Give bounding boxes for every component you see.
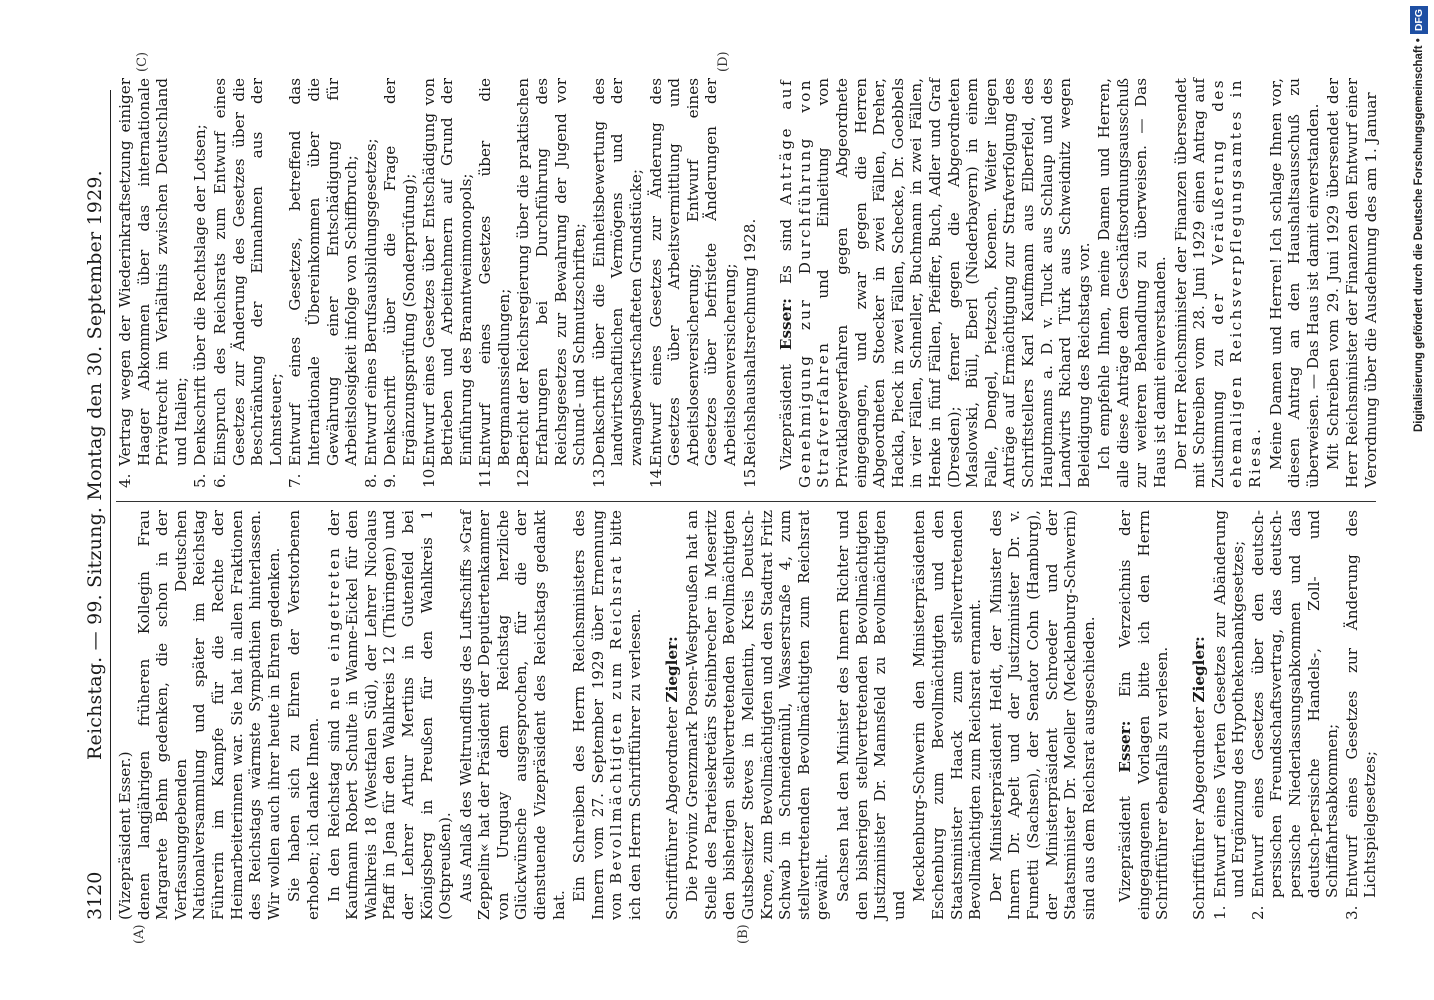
- paragraph: Ich empfehle Ihnen, meine Damen und Herren, alle diese Anträge dem Geschäftsordnungsausschuß zur weiteren Behandlung zu überweisen. — Das Haus ist damit einverstanden.: [1095, 78, 1170, 488]
- text-run: Vizepräsident: [777, 350, 796, 470]
- list-item: [1249, 510, 1342, 920]
- item-number: 15.: [740, 463, 759, 488]
- item-text: Denkschrift über die Rechtslage der Lotsen;: [191, 124, 210, 466]
- item-text: Einspruch des Reichsrats zum Entwurf eines Gesetzes zur Änderung des Gesetzes über die Beschränkung der Einnahmen aus der Lohnsteuer;: [210, 78, 285, 466]
- speaker-line: [663, 510, 682, 920]
- spaced-emphasis: neu eingetreten: [324, 545, 343, 710]
- list-item: [476, 78, 513, 488]
- list-item: [191, 78, 210, 488]
- right-column: [116, 78, 1382, 488]
- item-number: 13.: [589, 463, 608, 488]
- item-text: Entwurf eines Gesetzes zur Änderung des Lichtspielgesetzes;: [1342, 510, 1380, 898]
- list-item: [741, 78, 760, 488]
- list-item: [590, 78, 646, 488]
- speaker-line: [1190, 510, 1209, 920]
- column-divider: [116, 501, 1376, 502]
- list-item: [362, 78, 381, 488]
- item-text: Vertrag wegen der Wiederinkraftsetzung einiger Haager Abkommen über das internationale Privatrecht im Verhältnis zwischen Deutschland und Italien;: [116, 78, 190, 466]
- paragraph: Sachsen hat den Minister des Innern Richter und den bisherigen stellvertretenden Bevollmächtigten Justizminister Dr. Mannsfeld zu Bevollmächtigten und: [833, 510, 908, 920]
- spaced-emphasis: der Veräußerung des ehemaligen Reichsverpflegungsamtes in Riesa: [1208, 78, 1265, 488]
- item-text: Entwurf eines Berufsausbildungsgesetzes;: [361, 138, 380, 466]
- paragraph: Die Provinz Grenzmark Posen-Westpreußen hat an Stelle des Parteisekretärs Steinbrecher in Meseritz den bisherigen stellvertretenden Bevollmächtigten Gutsbesitzer Steves in Mellentin, Kreis Deutsch-Krone, zum Bevollmächtigten und den Stadtrat Fritz Schwab in Schneidemühl, Wasserstraße 4, zum stellvertretenden Bevollmächtigten zum Reichsrat gewählt.: [683, 510, 832, 920]
- item-text: Bericht der Reichsregierung über die praktischen Erfahrungen bei Durchführung des Reichsgesetzes zur Bewahrung der Jugend vor Schund- und Schmutzschriften;: [514, 78, 589, 466]
- speaker-caption: (Vizepräsident Esser.): [116, 751, 134, 920]
- paragraph: Mecklenburg-Schwerin den Ministerpräsidenten Eschenburg zum Bevollmächtigten und den Staatsminister Haack zum stellvertretenden Bevollmächtigten zum Reichsrat ernannt.: [910, 510, 985, 920]
- item-number: 10.: [419, 463, 438, 488]
- text-run: Vizepräsident: [1116, 772, 1135, 902]
- item-text: Entwurf eines Gesetzes über Entschädigung von Betrieben und Arbeitnehmern auf Grund der Einführung des Branntweinmonopols;: [419, 78, 475, 466]
- digitization-credit: [1410, 6, 1430, 996]
- item-text: Entwurf eines Gesetzes zur Änderung des Gesetzes über Arbeitsvermittlung und Arbeitslosenversicherung; Entwurf eines Gesetzes über befristete Änderungen der Arbeitslosenversicherung;: [646, 78, 739, 466]
- paragraph: [325, 510, 455, 920]
- paragraph: [1172, 78, 1265, 488]
- text-run: Ein Schreiben des Herrn Reichsministers des Innern vom 27. September 1929 über Ernennung von: [570, 510, 626, 920]
- page-number: 3120: [84, 871, 106, 920]
- page-header: [84, 90, 111, 920]
- bill-list: [116, 78, 759, 488]
- margin-mark-b: (B): [736, 924, 751, 944]
- list-item: [647, 78, 740, 488]
- item-number: 1.: [1210, 905, 1229, 920]
- paragraph: Mit Schreiben vom 29. Juni 1929 übersendet der Herr Reichsminister der Finanzen den Entwurf einer Verordnung über die Ausdehnung des am 1. Januar: [1324, 78, 1380, 488]
- list-item: [211, 78, 285, 488]
- text-run: Ein Verzeichnis der eingegangenen Vorlagen bitte ich den Herrn Schriftführer ebenfalls zu verlesen.: [1116, 510, 1172, 920]
- item-number: 9.: [381, 473, 400, 488]
- speaker-name: Esser:: [1116, 720, 1135, 773]
- list-item: [420, 78, 476, 488]
- speaker-name: Esser:: [777, 298, 796, 351]
- paragraph: Der Ministerpräsident Heldt, der Minister des Innern Dr. Apelt und der Justizminister Dr. v. Fumetti (Sachsen), der Senator Cohn (Hamburg), der Ministerpräsident Schroeder und der Staatsminister Dr. Moeller (Mecklenburg-Schwerin) sind aus dem Reichsrat ausgeschieden.: [986, 510, 1098, 920]
- spaced-emphasis: Bevollmächtigten zum Reichsrat: [607, 554, 626, 885]
- margin-mark-d: (D): [716, 51, 731, 72]
- margin-mark-a: (A): [132, 924, 147, 944]
- item-number: 4.: [116, 473, 134, 488]
- item-text: Entwurf eines Gesetzes über die Bergmannssiedlungen;: [476, 78, 513, 466]
- paragraph: [570, 510, 644, 920]
- paragraph: Meine Damen und Herren! Ich schlage Ihnen vor, diesen Antrag an den Haushaltsausschuß zu überweisen. — Das Haus ist damit einverstanden.: [1266, 78, 1322, 488]
- item-text: Entwurf eines Gesetzes, betreffend das Internationale Übereinkommen über die Gewährung einer Entschädigung für Arbeitslosigkeit infolge von Schiffbruch;: [286, 78, 361, 466]
- list-item: [514, 78, 588, 488]
- text-run: der Kaufmann Robert Schulte in Wanne-Eickel für den Wahlkreis 18 (Westfalen Süd), der Lehrer Nicolaus Pfaff in Jena für den Wahlkreis 12 (Thüringen) und der Lehrer Arthur Mertins in Gutenfeld bei Königsberg in Preußen für den Wahlkreis 1 (Ostpreußen).: [324, 510, 455, 920]
- paragraph: Aus Anlaß des Weltrundflugs des Luftschiffs »Graf Zeppelin« hat der Präsident der Deputiertenkammer von Uruguay dem Reichstag herzliche Glückwünsche ausgesprochen, für die der dienstuende Vizepräsident des Reichstags gedankt hat.: [456, 510, 568, 920]
- credit-text: [1410, 6, 1428, 996]
- paragraph: [1116, 510, 1172, 920]
- paragraph: denen langjährigen früheren Kollegin Frau Margarete Behm gedenken, die schon in der Verfassunggebenden Deutschen Nationalversammlung und später im Reichstag Führerin im Kampfe für die Rechte der Heimarbeiterinnen war. Sie hat in allen Fraktionen des Reichstags wärmste Sympathien hinterlassen. Wir wollen auch ihrer heute in Ehren gedenken.: [134, 510, 283, 920]
- credit-label: Digitalisierung gefördert durch die Deutsche Forschungsgemeinschaft •: [1413, 38, 1425, 432]
- item-text: Entwurf eines Gesetzes über den deutsch-persischen Freundschaftsvertrag, das deutsch-persische Niederlassungsabkommen und das deutsch-persische Handels-, Zoll- und Schiffahrtsabkommen;: [1248, 510, 1342, 898]
- list-item: [1343, 510, 1380, 920]
- item-text: Entwurf eines Vierten Gesetzes zur Abänderung und Ergänzung des Hypothekenbankgesetzes;: [1210, 510, 1248, 898]
- item-text: Denkschrift über die Frage der Ergänzungsprüfung (Sonderprüfung);: [381, 78, 418, 466]
- list-item: [381, 78, 418, 488]
- speaker-name: Ziegler:: [1190, 636, 1209, 703]
- item-number: 8.: [361, 473, 380, 488]
- item-number: 3.: [1342, 905, 1361, 920]
- list-item: [286, 78, 360, 488]
- item-number: 12.: [514, 463, 533, 488]
- item-number: 7.: [286, 473, 305, 488]
- item-text: Reichshaushaltsrechnung 1928.: [740, 218, 759, 466]
- text-run: .: [1246, 429, 1265, 434]
- item-number: 5.: [191, 473, 210, 488]
- list-item: [1211, 510, 1248, 920]
- text-run: Der Herr Reichsminister der Finanzen übersendet mit Schreiben vom 28. Juni 1929 einen Antrag auf Zustimmung zu: [1171, 78, 1227, 488]
- paragraph: [777, 78, 1093, 488]
- text-run: Schriftführer Abgeordneter: [662, 702, 681, 920]
- item-text: Denkschrift über die Einheitsbewertung des landwirtschaftlichen Vermögens und der zwangsbewirtschafteten Grundstücke;: [589, 78, 646, 466]
- speaker-name: Ziegler:: [662, 636, 681, 703]
- text-run: bitte ich den Herrn Schriftführer zu verlesen.: [607, 510, 645, 920]
- spaced-emphasis: Anträge auf Genehmigung zur Durchführung von Strafverfahren: [777, 78, 833, 488]
- item-number: 14.: [646, 463, 665, 488]
- page-title: Reichstag. — 99. Sitzung. Montag den 30. September 1929.: [84, 170, 106, 760]
- item-number: 11.: [476, 463, 495, 488]
- text-run: und Einleitung von Privatklageverfahren gegen Abgeordnete eingegangen, und zwar gegen die Herren Abgeordneten Stoecker in zwei Fällen, Dreher, Hackla, Pieck in zwei Fällen, Schecke, Dr. Goebbels in vier Fällen, Schneller, Buchmann in zwei Fällen, Henke in fünf Fällen, Pfeiffer, Buch, Adler und Graf (Dresden); ferner gegen die Abgeordneten Maslowski, Büll, Eberl (Niederbayern) in einem Falle, Dengel, Pietzsch, Koenen. Weiter liegen Anträge auf Ermächtigung zur Strafverfolgung des Schriftstellers Karl Kaufmann aus Elberfeld, des Hauptmanns a. D. v. Tluck aus Schlaup und des Landwirts Richard Türk aus Schweidnitz wegen Beleidigung des Reichstags vor.: [814, 78, 1093, 488]
- left-column: [116, 510, 1383, 920]
- bill-list: [1211, 510, 1380, 920]
- text-run: Es sind: [777, 204, 796, 299]
- text-run: In den Reichstag sind: [324, 709, 343, 902]
- item-number: 2.: [1248, 905, 1267, 920]
- list-item: [116, 78, 190, 488]
- dfg-logo: DFG: [1410, 6, 1428, 34]
- text-run: Schriftführer Abgeordneter: [1190, 702, 1209, 920]
- item-number: 6.: [210, 473, 229, 488]
- paragraph: Sie haben sich zu Ehren der Verstorbenen erhoben; ich danke Ihnen.: [285, 510, 322, 920]
- margin-mark-c: (C): [135, 51, 150, 72]
